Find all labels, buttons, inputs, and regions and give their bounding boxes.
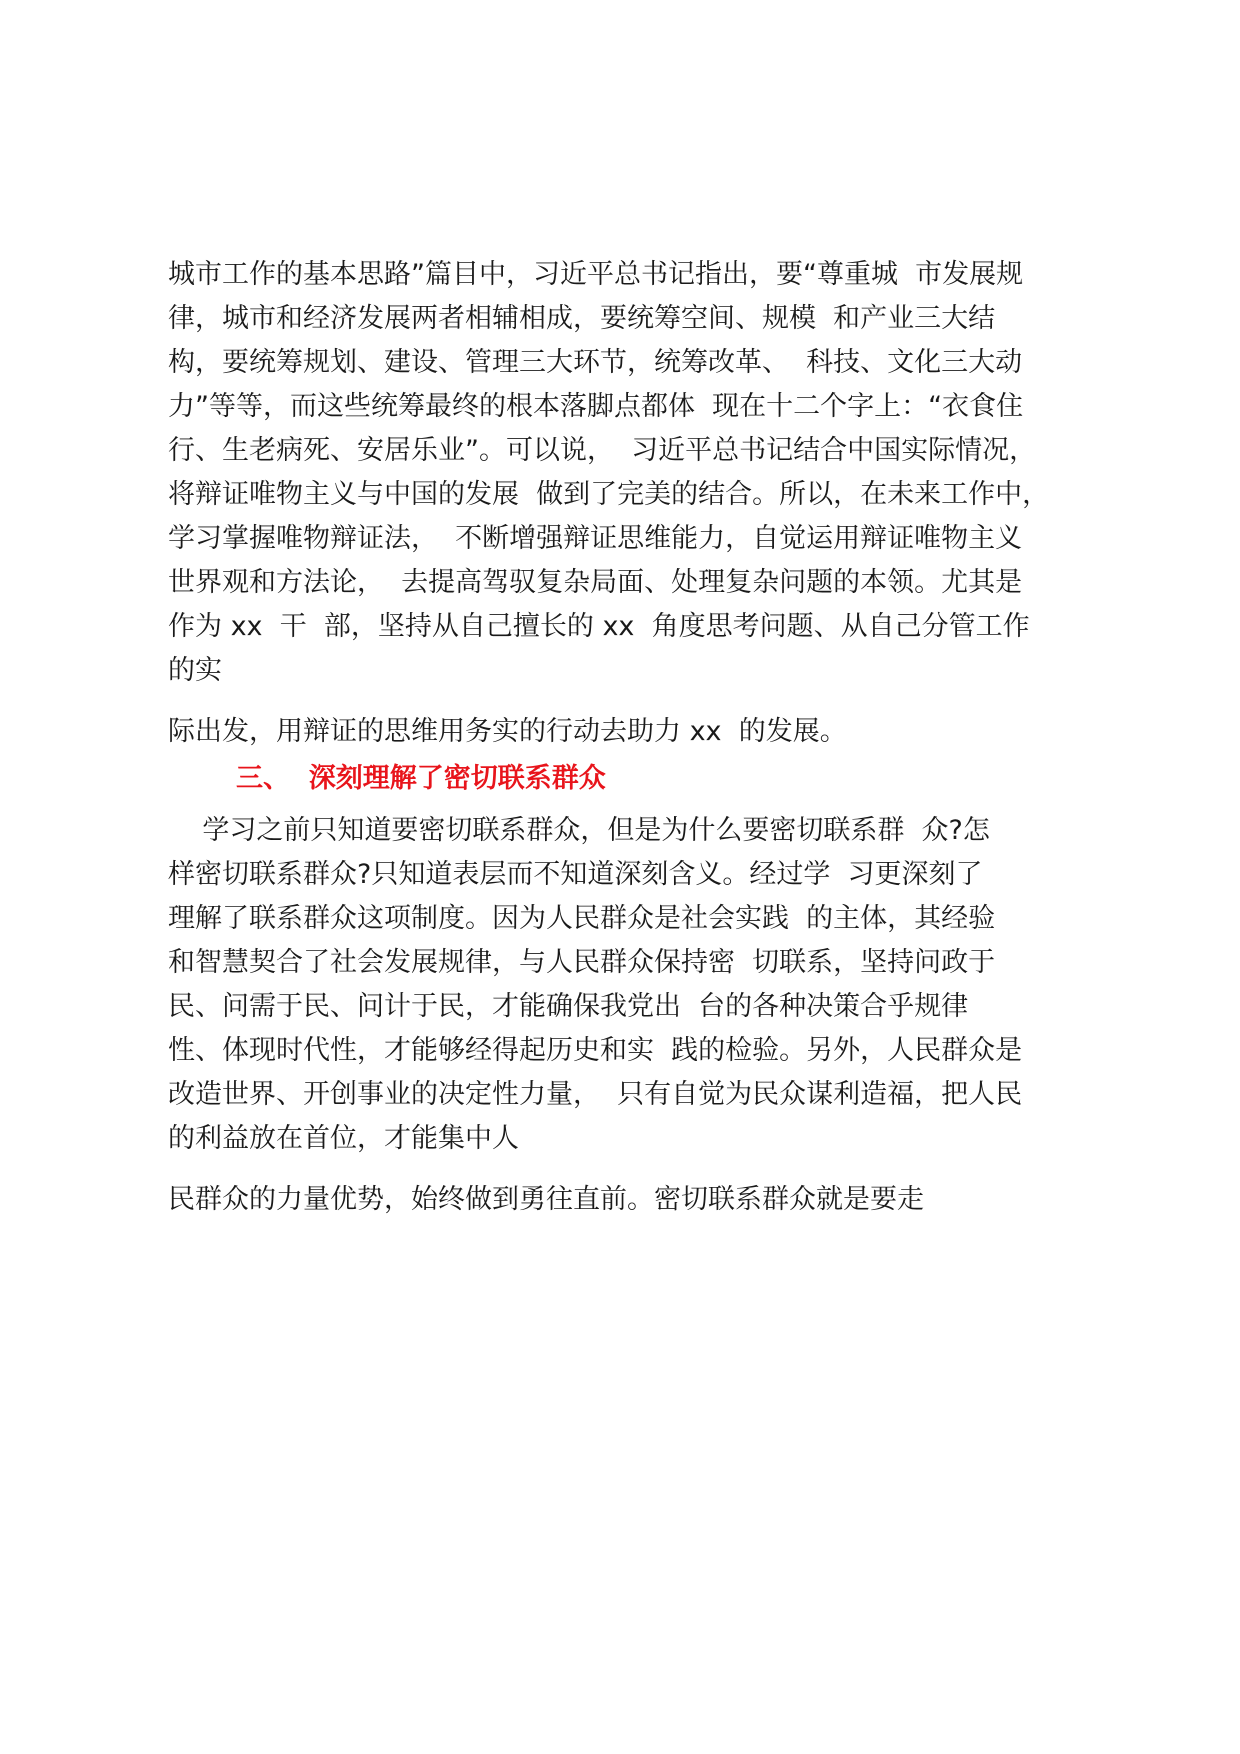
- paragraph-line: 的利益放在首位，才能集中人: [168, 1123, 519, 1154]
- paragraph-line: 学习之前只知道要密切联系群众，但是为什么要密切联系群 众?怎: [168, 815, 990, 846]
- paragraph-line: 理解了联系群众这项制度。因为人民群众是社会实践 的主体，其经验: [168, 903, 996, 934]
- paragraph-line: 的实: [168, 655, 222, 686]
- paragraph-line: 将辩证唯物主义与中国的发展 做到了完美的结合。所以，在未来工作中，: [168, 479, 1050, 510]
- paragraph-line: 行、生老病死、安居乐业”。可以说， 习近平总书记结合中国实际情况，: [168, 435, 1037, 466]
- paragraph-line: 和智慧契合了社会发展规律，与人民群众保持密 切联系，坚持问政于: [168, 947, 996, 978]
- paragraph-line: 学习掌握唯物辩证法， 不断增强辩证思维能力，自觉运用辩证唯物主义: [168, 523, 1023, 554]
- paragraph-line: 样密切联系群众?只知道表层而不知道深刻含义。经过学 习更深刻了: [168, 859, 983, 890]
- paragraph-line: 构，要统筹规划、建设、管理三大环节，统筹改革、 科技、文化三大动: [168, 347, 1023, 378]
- paragraph-line: 民群众的力量优势，始终做到勇往直前。密切联系群众就是要走: [168, 1184, 924, 1215]
- paragraph-line: 改造世界、开创事业的决定性力量， 只有自觉为民众谋利造福，把人民: [168, 1079, 1023, 1110]
- paragraph-line: 作为 xx 干 部，坚持从自己擅长的 xx 角度思考问题、从自己分管工作: [168, 611, 1030, 642]
- paragraph-line: 城市工作的基本思路”篇目中，习近平总书记指出，要“尊重城 市发展规: [168, 259, 1024, 290]
- paragraph-line: 世界观和方法论， 去提高驾驭复杂局面、处理复杂问题的本领。尤其是: [168, 567, 1023, 598]
- paragraph-line: 性、体现时代性，才能够经得起历史和实 践的检验。另外，人民群众是: [168, 1035, 1023, 1066]
- paragraph-line: 律，城市和经济发展两者相辅相成，要统筹空间、规模 和产业三大结: [168, 303, 996, 334]
- section-heading: 三、 深刻理解了密切联系群众: [236, 763, 606, 794]
- paragraph-line: 力”等等，而这些统筹最终的根本落脚点都体 现在十二个字上：“衣食住: [168, 391, 1024, 422]
- paragraph-line: 民、问需于民、问计于民，才能确保我党出 台的各种决策合乎规律: [168, 991, 969, 1022]
- paragraph-line: 际出发，用辩证的思维用务实的行动去助力 xx 的发展。: [168, 716, 847, 747]
